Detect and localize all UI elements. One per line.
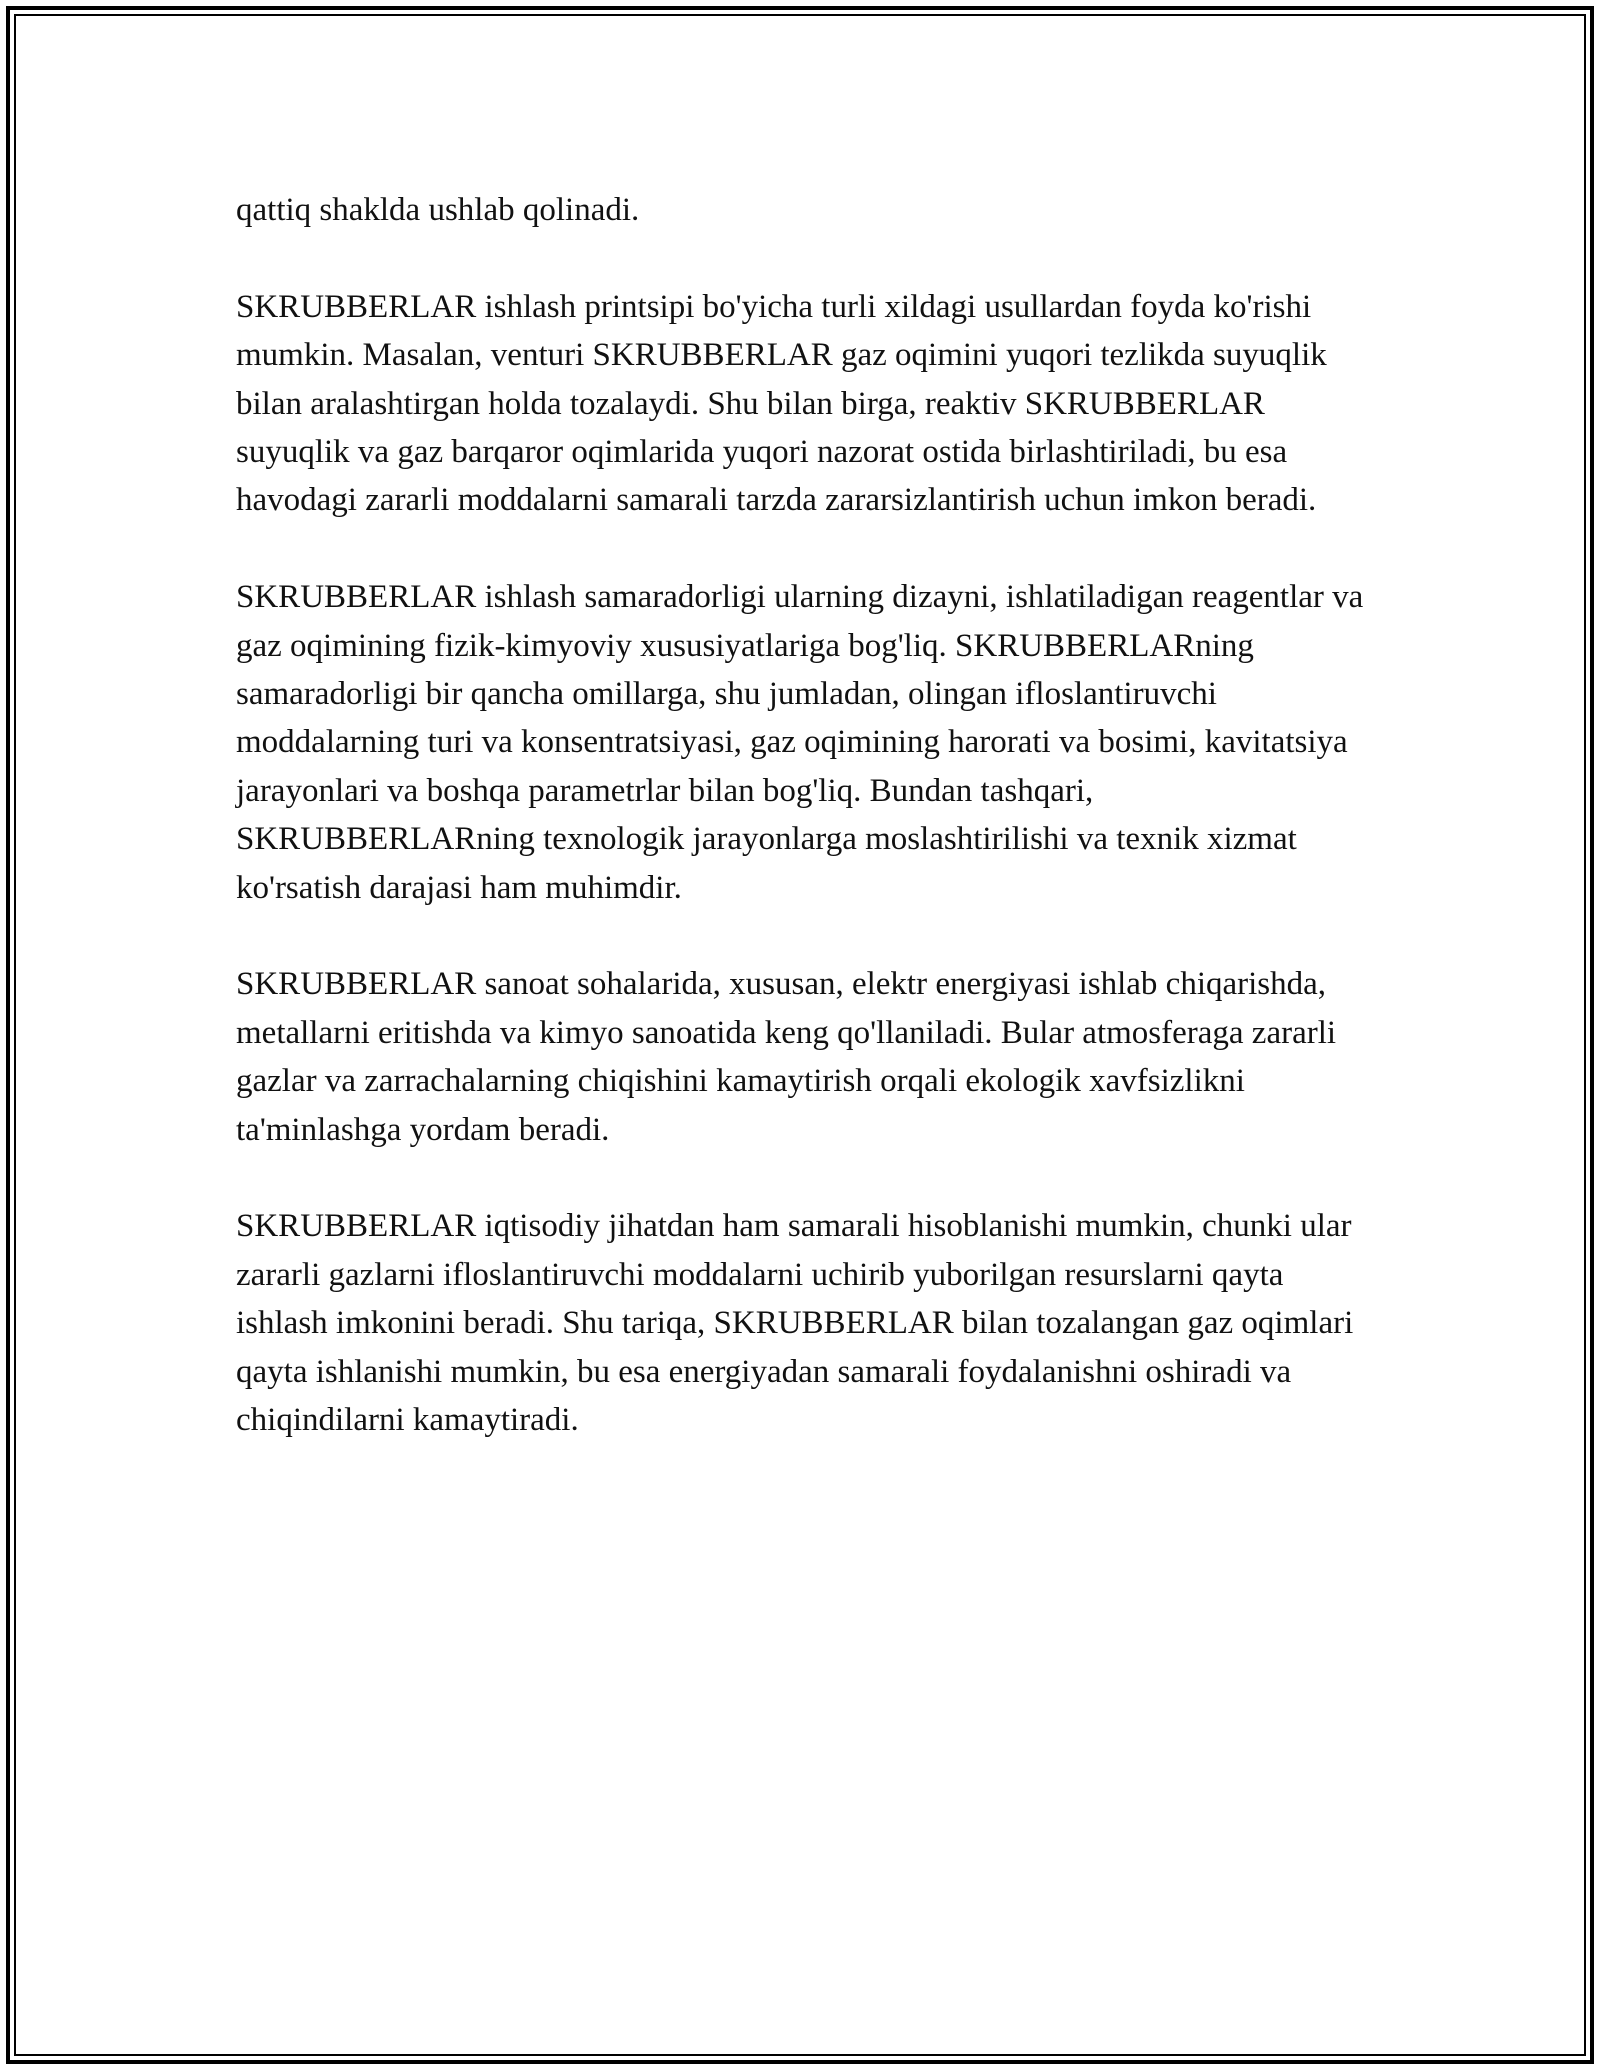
paragraph-1: qattiq shaklda ushlab qolinadi. [236,192,640,228]
document-body [236,186,1376,1493]
paragraph-2: SKRUBBERLAR ishlash printsipi bo'yicha turli xildagi usullardan foyda ko'rishi mumkin. Masalan, venturi SKRUBBERLAR gaz oqimini yuqori tezlikda suyuqlik bilan aralashtirgan holda tozalaydi. Shu bilan birga, reaktiv SKRUBBERLAR suyuqlik va gaz barqaror oqimlarida yuqori nazorat ostida birlashtiriladi, bu esa havodagi zararli moddalarni samarali tarzda zararsizlantirish uchun imkon beradi. [236,288,1327,519]
paragraph-4: SKRUBBERLAR sanoat sohalarida, xususan, elektr energiyasi ishlab chiqarishda, metallarni eritishda va kimyo sanoatida keng qo'llaniladi. Bular atmosferaga zararli gazlar va zarrachalarning chiqishini kamaytirish orqali ekologik xavfsizlikni ta'minlashga yordam beradi. [236,966,1337,1148]
paragraph-3: SKRUBBERLAR ishlash samaradorligi ularning dizayni, ishlatiladigan reagentlar va gaz oqimining fizik-kimyoviy xususiyatlariga bog'liq. SKRUBBERLARning samaradorligi bir qancha omillarga, shu jumladan, olingan ifloslantiruvchi moddalarning turi va konsentratsiyasi, gaz oqimining harorati va bosimi, kavitatsiya jarayonlari va boshqa parametrlar bilan bog'liq. Bundan tashqari, SKRUBBERLARning texnologik jarayonlarga moslashtirilishi va texnik xizmat ko'rsatish darajasi ham muhimdir. [236,579,1364,906]
paragraph-5: SKRUBBERLAR iqtisodiy jihatdan ham samarali hisoblanishi mumkin, chunki ular zararli gazlarni ifloslantiruvchi moddalarni uchirib yuborilgan resurslarni qayta ishlash imkonini beradi. Shu tariqa, SKRUBBERLAR bilan tozalangan gaz oqimlari qayta ishlanishi mumkin, bu esa energiyadan samarali foydalanishni oshiradi va chiqindilarni kamaytiradi. [236,1208,1354,1439]
